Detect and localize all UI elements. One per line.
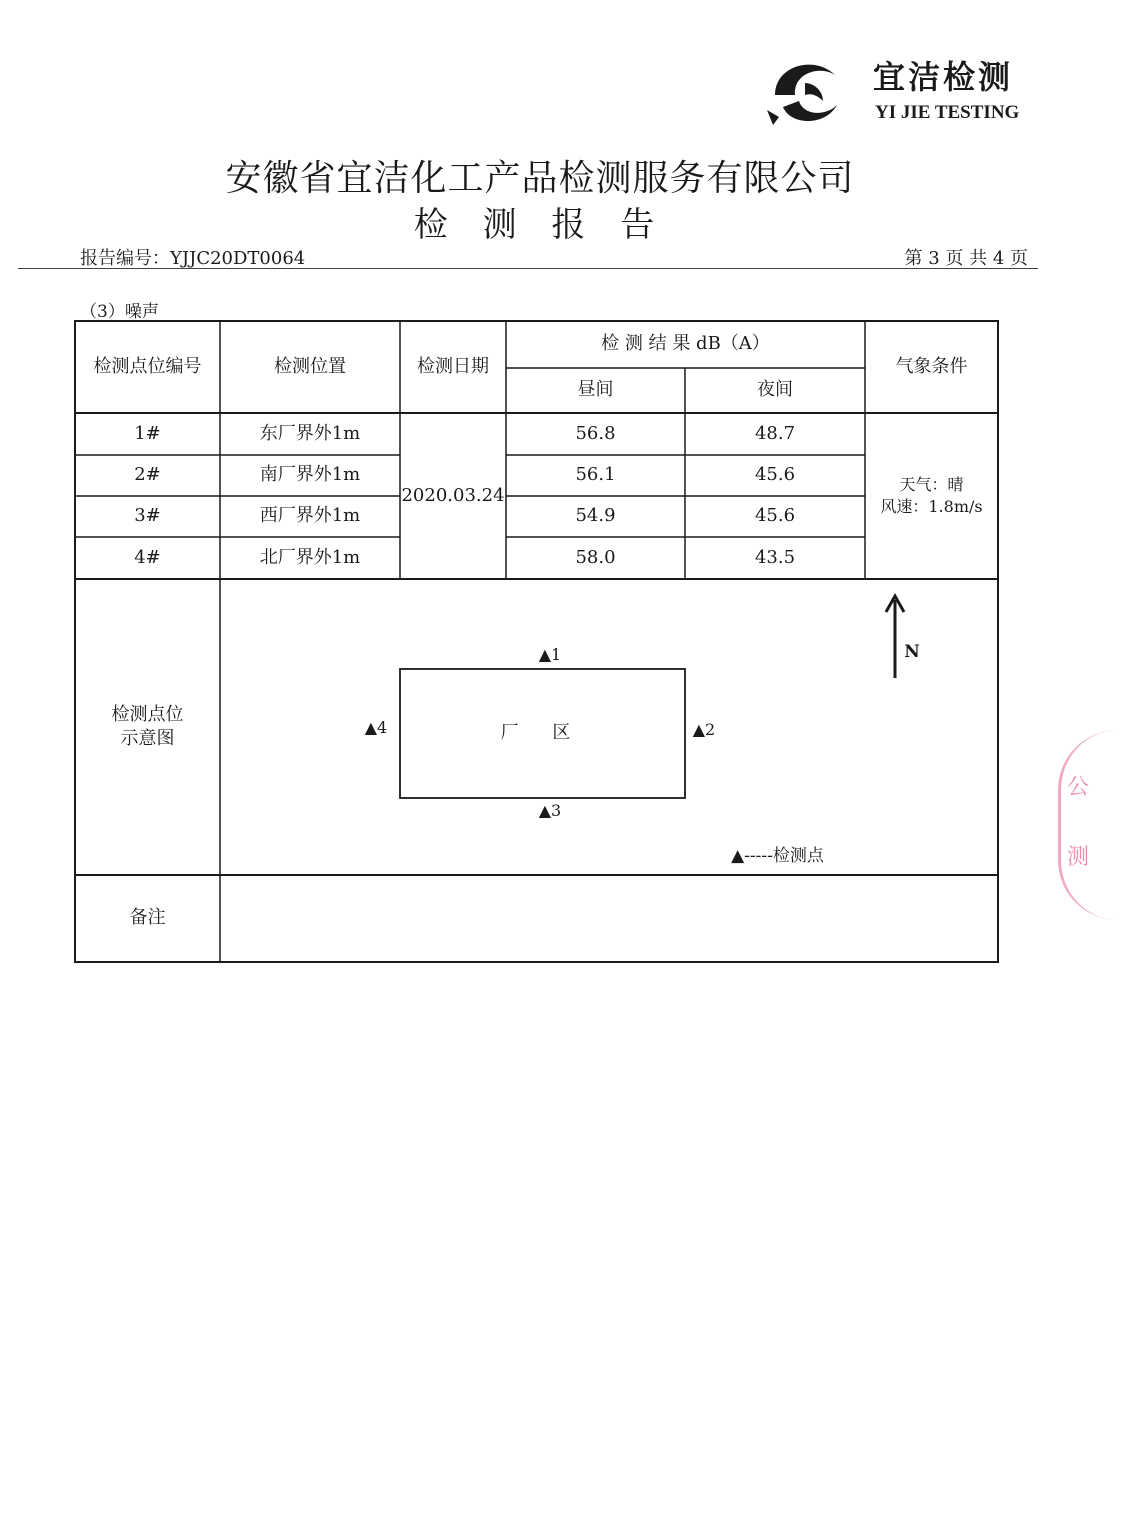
monitoring-point-3: ▲3: [538, 801, 562, 821]
monitoring-point-2: ▲2: [692, 720, 716, 740]
report-title: 检 测 报 告: [413, 205, 667, 245]
factory-area-label: 厂 区: [500, 722, 585, 744]
weather-conditions: [865, 413, 998, 579]
row-4-day: 58.0: [575, 546, 616, 568]
row-2-id: 2#: [134, 464, 161, 486]
north-label: N: [904, 641, 920, 662]
test-date: 2020.03.24: [401, 484, 505, 506]
row-2-location: 南厂界外1m: [259, 464, 361, 486]
row-3-night: 45.6: [754, 505, 796, 527]
header-night: 夜间: [757, 379, 793, 401]
logo-chinese-name: 宜洁检测: [873, 58, 1014, 96]
row-4-night: 43.5: [754, 546, 796, 568]
header-point-id: 检测点位编号: [93, 355, 202, 377]
company-name: 安徽省宜洁化工产品检测服务有限公司: [225, 158, 855, 199]
section-title: （3）噪声: [80, 302, 159, 322]
diagram-legend: ▲-----检测点: [731, 845, 824, 866]
remarks-label: 备注: [129, 907, 166, 929]
north-arrow-icon: [886, 596, 904, 678]
row-1-location: 东厂界外1m: [259, 422, 361, 444]
weather-line-2: 风速：1.8m/s: [880, 497, 983, 516]
row-2-day: 56.1: [575, 464, 616, 486]
monitoring-point-4: ▲4: [364, 718, 388, 738]
report-number: 报告编号：YJJC20DT0064: [80, 248, 306, 269]
row-3-location: 西厂界外1m: [259, 505, 361, 527]
company-stamp-partial: [1058, 730, 1141, 920]
row-4-id: 4#: [134, 546, 161, 568]
diagram-row-label: [75, 579, 220, 875]
row-2-night: 45.6: [754, 464, 796, 486]
logo-english-name: YI JIE TESTING: [875, 102, 1020, 123]
stamp-char-2: 测: [1067, 845, 1090, 870]
remarks-value: [220, 875, 998, 962]
row-1-id: 1#: [134, 422, 161, 444]
stamp-char-1: 公: [1067, 775, 1090, 800]
row-3-day: 54.9: [575, 505, 616, 527]
monitoring-point-1: ▲1: [538, 645, 562, 665]
row-3-id: 3#: [134, 505, 161, 527]
header-result: 检 测 结 果 dB（A）: [601, 333, 770, 355]
diagram-label-line-2: 示意图: [120, 728, 175, 749]
diagram-label-line-1: 检测点位: [111, 703, 184, 725]
header-weather: 气象条件: [895, 355, 968, 377]
row-1-day: 56.8: [575, 422, 616, 444]
row-1-night: 48.7: [754, 422, 796, 444]
row-4-location: 北厂界外1m: [259, 546, 361, 568]
header-date: 检测日期: [417, 355, 489, 377]
weather-line-1: 天气：晴: [899, 475, 964, 495]
header-day: 昼间: [577, 379, 614, 401]
page-info: 第 3 页 共 4 页: [904, 248, 1028, 269]
header-location: 检测位置: [274, 355, 346, 377]
